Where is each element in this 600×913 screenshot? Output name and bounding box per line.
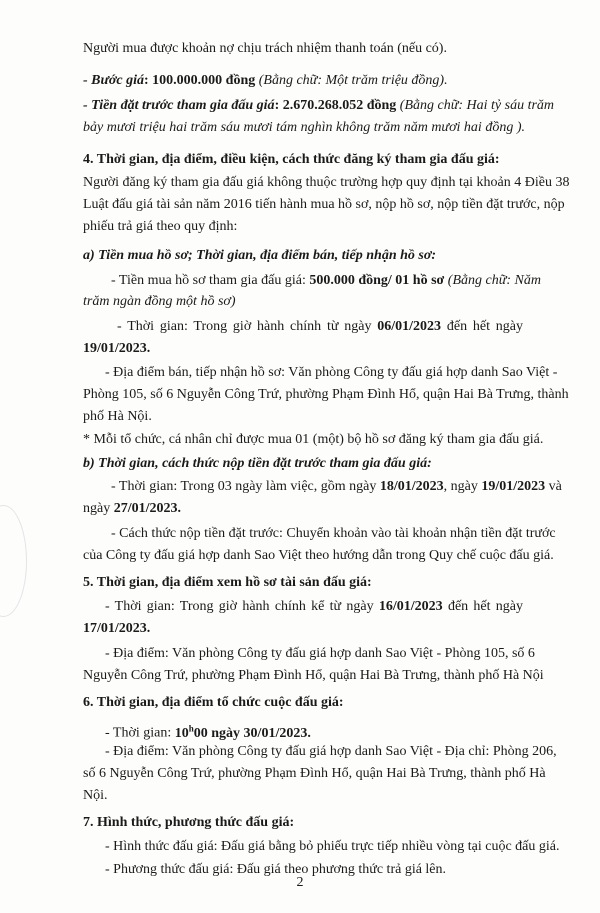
page-number: 2 bbox=[296, 875, 304, 890]
view-location-line: - Địa điểm: Văn phòng Công ty đấu giá hợp danh Sao Việt - Phòng 105, số 6 bbox=[105, 646, 535, 661]
text-line: phiếu trả giá theo quy định: bbox=[83, 219, 238, 234]
bid-step-line: - Bước giá: 100.000.000 đồng (Bằng chữ: Một trăm triệu đồng). bbox=[83, 73, 448, 88]
deposit-words: bảy mươi triệu hai trăm sáu mươi tám nghìn không trăm năm mươi hai đồng ). bbox=[83, 120, 525, 135]
subsection-a-heading: a) Tiền mua hồ sơ; Thời gian, địa điểm bán, tiếp nhận hồ sơ: bbox=[83, 248, 437, 263]
view-time-line: - Thời gian: Trong giờ hành chính kể từ ngày 16/01/2023 đến hết ngày bbox=[105, 599, 523, 614]
stamp-watermark bbox=[0, 505, 27, 617]
note-line: * Mỗi tổ chức, cá nhân chỉ được mua 01 (một) bộ hồ sơ đăng ký tham gia đấu giá. bbox=[83, 432, 544, 447]
fee-line: - Tiền mua hồ sơ tham gia đấu giá: 500.000 đồng/ 01 hồ sơ (Bằng chữ: Năm bbox=[111, 273, 541, 288]
sale-location-line: - Địa điểm bán, tiếp nhận hồ sơ: Văn phòng Công ty đấu giá hợp danh Sao Việt - bbox=[105, 365, 558, 380]
text-line: Người đăng ký tham gia đấu giá không thuộc trường hợp quy định tại khoản 4 Điều 38 bbox=[83, 175, 570, 190]
text-line: Nguyễn Công Trứ, phường Phạm Đình Hổ, quận Hai Bà Trưng, thành phố Hà Nội bbox=[83, 668, 544, 683]
sale-end-date: 19/01/2023. bbox=[83, 341, 151, 356]
sale-time-line: - Thời gian: Trong giờ hành chính từ ngày 06/01/2023 đến hết ngày bbox=[117, 319, 524, 334]
deposit-time-line: - Thời gian: Trong 03 ngày làm việc, gồm ngày 18/01/2023, ngày 19/01/2023 và bbox=[111, 479, 562, 494]
text-line: Luật đấu giá tài sản năm 2016 tiến hành mua hồ sơ, nộp hồ sơ, nộp tiền đặt trước, nộp bbox=[83, 197, 565, 212]
section-heading-6: 6. Thời gian, địa điểm tổ chức cuộc đấu giá: bbox=[83, 695, 344, 710]
text-line: số 6 Nguyễn Công Trứ, phường Phạm Đình Hổ, quận Hai Bà Trưng, thành phố Hà bbox=[83, 766, 546, 781]
auction-time-line: - Thời gian: 10$^h$00 ngày 30/01/2023. bbox=[105, 723, 311, 741]
text-line: phố Hà Nội. bbox=[83, 409, 152, 424]
auction-location-line: - Địa điểm: Văn phòng Công ty đấu giá hợp danh Sao Việt - Địa chỉ: Phòng 206, bbox=[105, 744, 557, 759]
text-line: Người mua được khoản nợ chịu trách nhiệm thanh toán (nếu có). bbox=[83, 41, 447, 56]
subsection-b-heading: b) Thời gian, cách thức nộp tiền đặt trước tham gia đấu giá: bbox=[83, 456, 432, 471]
text-line: của Công ty đấu giá hợp danh Sao Việt theo hướng dẫn trong Quy chế cuộc đấu giá. bbox=[83, 548, 554, 563]
method-line: - Phương thức đấu giá: Đấu giá theo phương thức trả giá lên. bbox=[105, 862, 447, 877]
deposit-date-line: ngày 27/01/2023. bbox=[83, 501, 181, 516]
view-end-date: 17/01/2023. bbox=[83, 621, 151, 636]
fee-words: trăm ngàn đồng một hồ sơ) bbox=[83, 294, 236, 309]
section-heading-4: 4. Thời gian, địa điểm, điều kiện, cách thức đăng ký tham gia đấu giá: bbox=[83, 152, 500, 167]
form-line: - Hình thức đấu giá: Đấu giá bằng bỏ phiếu trực tiếp nhiều vòng tại cuộc đấu giá. bbox=[105, 839, 560, 854]
deposit-method-line: - Cách thức nộp tiền đặt trước: Chuyển khoản vào tài khoản nhận tiền đặt trước bbox=[111, 526, 556, 541]
section-heading-5: 5. Thời gian, địa điểm xem hồ sơ tài sản đấu giá: bbox=[83, 575, 372, 590]
text-line: Phòng 105, số 6 Nguyễn Công Trứ, phường Phạm Đình Hổ, quận Hai Bà Trưng, thành bbox=[83, 387, 569, 402]
section-heading-7: 7. Hình thức, phương thức đấu giá: bbox=[83, 815, 295, 830]
deposit-line: - Tiền đặt trước tham gia đấu giá: 2.670.268.052 đồng (Bằng chữ: Hai tỷ sáu trăm bbox=[83, 98, 555, 113]
text-line: Nội. bbox=[83, 788, 108, 803]
